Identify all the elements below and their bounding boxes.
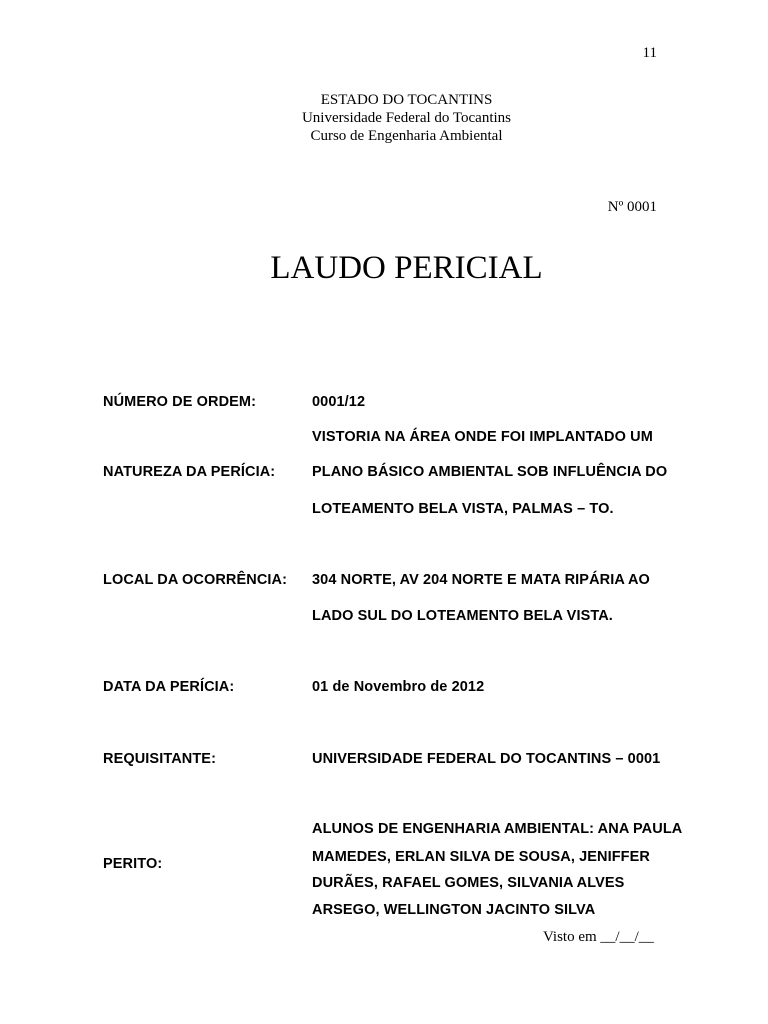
field-value-local-line-2: LADO SUL DO LOTEAMENTO BELA VISTA. bbox=[312, 608, 613, 624]
header-state: ESTADO DO TOCANTINS bbox=[320, 92, 493, 108]
field-value-natureza-line-2: PLANO BÁSICO AMBIENTAL SOB INFLUÊNCIA DO bbox=[312, 464, 668, 480]
field-value-perito-line-1: ALUNOS DE ENGENHARIA AMBIENTAL: ANA PAULA bbox=[312, 821, 683, 837]
header-course: Curso de Engenharia Ambiental bbox=[310, 128, 503, 144]
field-label-perito: PERITO: bbox=[103, 856, 163, 872]
field-label-requisitante: REQUISITANTE: bbox=[103, 751, 217, 767]
field-value-natureza-line-1: VISTORIA NA ÁREA ONDE FOI IMPLANTADO UM bbox=[312, 429, 653, 445]
document-number: Nº 0001 bbox=[607, 199, 657, 215]
field-value-perito-line-3: DURÃES, RAFAEL GOMES, SILVANIA ALVES bbox=[312, 875, 625, 891]
field-label-natureza: NATUREZA DA PERÍCIA: bbox=[103, 464, 276, 480]
field-value-local-line-1: 304 NORTE, AV 204 NORTE E MATA RIPÁRIA AO bbox=[312, 572, 650, 588]
field-label-numero-ordem: NÚMERO DE ORDEM: bbox=[103, 394, 257, 410]
page-number: 11 bbox=[642, 45, 657, 61]
field-value-perito-line-2: MAMEDES, ERLAN SILVA DE SOUSA, JENIFFER bbox=[312, 849, 650, 865]
institution-header bbox=[0, 91, 768, 145]
document-title: LAUDO PERICIAL bbox=[270, 250, 543, 286]
field-label-local: LOCAL DA OCORRÊNCIA: bbox=[103, 572, 288, 588]
visto-em-line: Visto em __/__/__ bbox=[543, 929, 654, 945]
field-label-data: DATA DA PERÍCIA: bbox=[103, 679, 235, 695]
field-value-data: 01 de Novembro de 2012 bbox=[312, 679, 485, 695]
field-value-natureza-line-3: LOTEAMENTO BELA VISTA, PALMAS – TO. bbox=[312, 501, 614, 517]
field-value-numero-ordem: 0001/12 bbox=[312, 394, 366, 410]
field-value-perito-line-4: ARSEGO, WELLINGTON JACINTO SILVA bbox=[312, 902, 596, 918]
field-value-requisitante: UNIVERSIDADE FEDERAL DO TOCANTINS – 0001 bbox=[312, 751, 661, 767]
header-university: Universidade Federal do Tocantins bbox=[301, 110, 512, 126]
